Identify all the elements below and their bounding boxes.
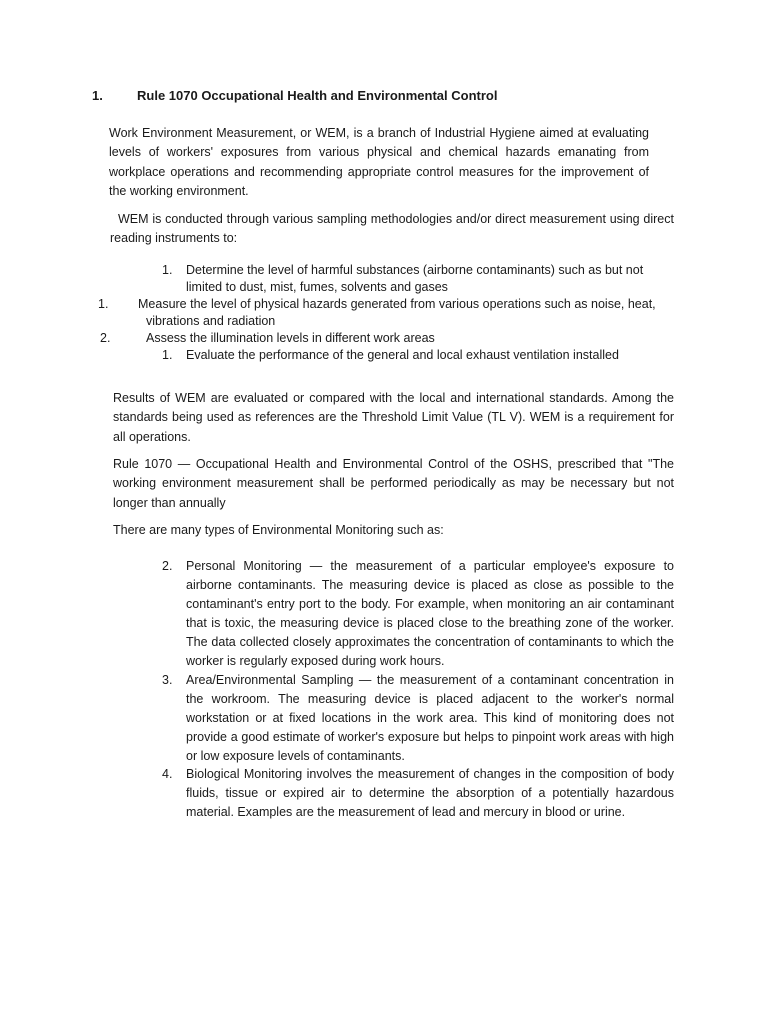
section-number: 1. bbox=[92, 88, 103, 103]
objective-text-continued: vibrations and radiation bbox=[146, 314, 276, 329]
monitoring-text: Area/Environmental Sampling — the measurement of a contaminant concentration in the workroom. The measuring device is placed adjacent to the worker's normal workstation or at fixed locations in the work area. This kind of monitoring does not provide a good estimate of worker's exposure but helps to pinpoint work areas with high or low exposure levels of contaminants. bbox=[186, 673, 674, 763]
objective-text: Measure the level of physical hazards generated from various operations such as noise, heat, bbox=[138, 297, 656, 311]
rule-paragraph: Rule 1070 — Occupational Health and Environmental Control of the OSHS, prescribed that "The working environment measurement shall be performed periodically as may be necessary but not longer than annually bbox=[113, 457, 674, 510]
section-heading bbox=[92, 88, 497, 103]
results-paragraph: Results of WEM are evaluated or compared with the local and international standards. Among the standards being used as references are the Threshold Limit Value (TL V). WEM is a requirement for all operations. bbox=[113, 391, 674, 444]
objective-item bbox=[100, 330, 676, 347]
objective-number: 1. bbox=[162, 348, 173, 362]
section-title: Rule 1070 Occupational Health and Environmental Control bbox=[137, 88, 498, 103]
objective-item bbox=[162, 347, 676, 364]
intro-paragraph: Work Environment Measurement, or WEM, is a branch of Industrial Hygiene aimed at evaluating levels of workers' exposures from various physical and chemical hazards emanating from workplace operations and recommending appropriate control measures for the improvement of the working environment. bbox=[109, 126, 649, 199]
monitoring-item bbox=[162, 557, 674, 670]
monitoring-number: 3. bbox=[162, 673, 173, 687]
monitoring-item bbox=[162, 765, 674, 822]
objective-text: Evaluate the performance of the general and local exhaust ventilation installed bbox=[186, 348, 619, 362]
monitoring-text: Personal Monitoring — the measurement of a particular employee's exposure to airborne contaminants. The measuring device is placed as close as possible to the contaminant's entry port to the body. For example, when monitoring an air contaminant that is toxic, the measuring device is placed close to the breathing zone of the worker. The data collected closely approximates the concentration of contaminants to which the worker is regularly exposed during work hours. bbox=[186, 559, 674, 668]
objective-number: 2. bbox=[100, 331, 111, 345]
objective-item bbox=[98, 296, 674, 331]
objective-text: Determine the level of harmful substances (airborne contaminants) such as but not limited to dust, mist, fumes, solvents and gases bbox=[186, 263, 644, 295]
objective-text: Assess the illumination levels in different work areas bbox=[146, 331, 435, 345]
methods-paragraph: WEM is conducted through various sampling methodologies and/or direct measurement using direct reading instruments to: bbox=[110, 212, 674, 246]
objective-item bbox=[162, 262, 673, 297]
monitoring-number: 2. bbox=[162, 559, 173, 573]
monitoring-text: Biological Monitoring involves the measurement of changes in the composition of body fluids, tissue or expired air to determine the absorption of a potentially hazardous material. Examples are the measurement of lead and mercury in blood or urine. bbox=[186, 767, 674, 819]
monitoring-number: 4. bbox=[162, 767, 173, 781]
objective-number: 1. bbox=[98, 297, 109, 311]
objective-number: 1. bbox=[162, 263, 173, 277]
types-intro-paragraph: There are many types of Environmental Monitoring such as: bbox=[113, 523, 444, 537]
monitoring-item bbox=[162, 671, 674, 766]
